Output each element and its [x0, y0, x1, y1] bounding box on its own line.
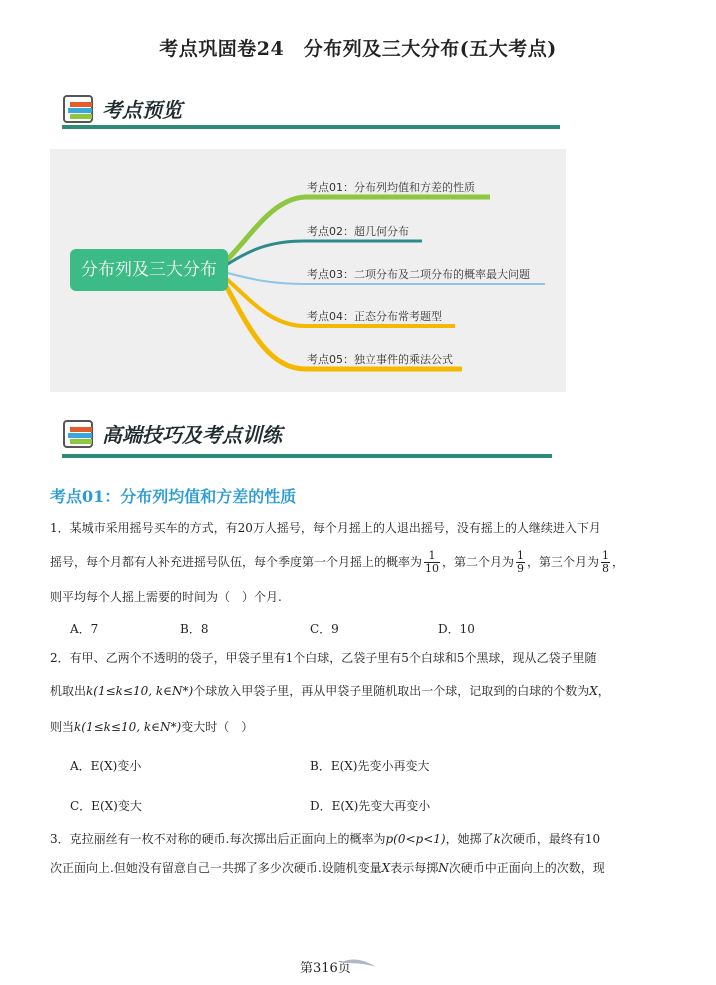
mindmap-branch-4: 考点04：正态分布常考题型 — [307, 310, 442, 323]
training-divider — [62, 454, 552, 458]
q2-option-b: B．E(X)先变小再变大 — [310, 759, 430, 773]
page-title: 考点巩固卷24 分布列及三大分布(五大考点) — [159, 38, 557, 60]
preview-divider — [62, 125, 560, 129]
q3-line1: 3．克拉丽丝有一枚不对称的硬币.每次掷出后正面向上的概率为p(0<p<1)，她掷了k次硬币，最终有10 — [50, 832, 601, 846]
q2-option-d: D．E(X)先变大再变小 — [310, 799, 431, 813]
mindmap-branch-3: 考点03：二项分布及二项分布的概率最大问题 — [307, 268, 530, 281]
preview-banner — [62, 88, 562, 128]
mindmap-branch-5: 考点05：独立事件的乘法公式 — [307, 353, 453, 366]
q2-option-c: C．E(X)变大 — [70, 799, 142, 813]
q1-option-b: B．8 — [180, 622, 209, 636]
q1-line1: 1．某城市采用摇号买车的方式，有20万人摇号，每个月摇上的人退出摇号，没有摇上的人继续进入下月 — [50, 521, 601, 535]
q1-fraction-3: $\frac{1}{8}$ — [602, 549, 610, 575]
books-icon — [62, 417, 98, 451]
q1-line3: 则平均每个人摇上需要的时间为（ ）个月. — [50, 590, 282, 604]
q1-line2: 摇号，每个月都有人补充进摇号队伍，每个季度第一个月摇上的概率为 $\frac{1}{10}$ ，第二个月为 $\frac{1}{9}$ ，第三个月为 $\frac{1}{8}$ ， — [50, 549, 625, 575]
q1-option-a: A．7 — [70, 622, 99, 636]
q2-line1: 2．有甲、乙两个不透明的袋子，甲袋子里有1个白球，乙袋子里有5个白球和5个黑球，现从乙袋子里随 — [50, 651, 597, 665]
training-banner — [62, 413, 562, 453]
q1-option-c: C．9 — [310, 622, 339, 636]
mindmap — [50, 149, 566, 392]
q1-option-d: D．10 — [438, 622, 475, 636]
books-icon — [62, 92, 98, 126]
q1-fraction-1: $\frac{1}{10}$ — [425, 549, 440, 575]
page-swoosh-decoration — [338, 955, 378, 971]
q2-line3: 则当k(1≤k≤10, k∈N*)变大时（ ） — [50, 720, 254, 734]
branch-line-2 — [220, 241, 422, 269]
q2-line2: 机取出k(1≤k≤10, k∈N*)个球放入甲袋子里，再从甲袋子里随机取出一个球，记取到的白球的个数为X， — [50, 684, 610, 698]
section-heading: 考点01：分布列均值和方差的性质 — [50, 487, 297, 506]
q1-fraction-2: $\frac{1}{9}$ — [517, 549, 525, 575]
page-number: 第316页 — [300, 961, 351, 976]
mindmap-root: 分布列及三大分布 — [70, 249, 228, 291]
q2-option-a: A．E(X)变小 — [70, 759, 142, 773]
q3-line2: 次正面向上.但她没有留意自己一共掷了多少次硬币.设随机变量X表示每掷N次硬币中正面向上的次数，现 — [50, 861, 605, 875]
mindmap-branch-1: 考点01：分布列均值和方差的性质 — [307, 181, 475, 194]
preview-banner-title: 考点预览 — [102, 98, 182, 122]
training-banner-title: 高端技巧及考点训练 — [102, 423, 282, 447]
mindmap-branch-2: 考点02：超几何分布 — [307, 225, 409, 238]
